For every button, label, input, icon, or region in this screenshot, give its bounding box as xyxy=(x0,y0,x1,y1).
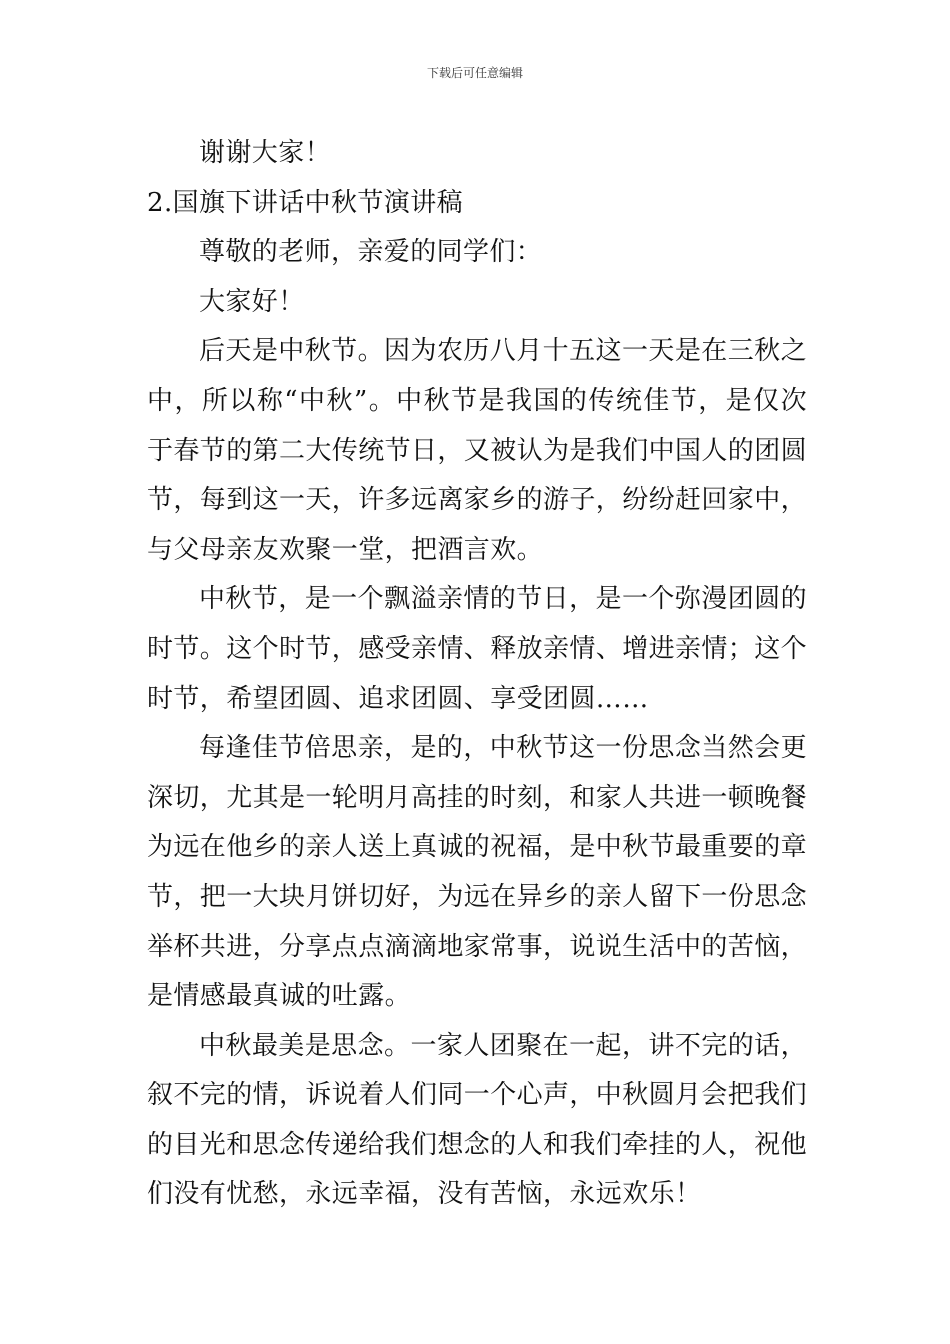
section-title: 2.国旗下讲话中秋节演讲稿 xyxy=(147,187,464,218)
paragraph-family-festival: 中秋节，是一个飘溢亲情的节日，是一个弥漫团圆的时节。这个时节，感受亲情、释放亲情、增进亲情；这个时节，希望团圆、追求团圆、享受团圆…… xyxy=(147,584,808,714)
paragraph-missing-family: 每逢佳节倍思亲，是的，中秋节这一份思念当然会更深切，尤其是一轮明月高挂的时刻，和家人共进一顿晚餐为远在他乡的亲人送上真诚的祝福，是中秋节最重要的章节，把一大块月饼切好，为远在异乡的亲人留下一份思念举杯共进，分享点点滴滴地家常事，说说生活中的苦恼，是情感最真诚的吐露。 xyxy=(147,733,808,1012)
closing-thanks: 谢谢大家！ xyxy=(199,138,332,168)
paragraph-intro: 后天是中秋节。因为农历八月十五这一天是在三秋之中，所以称“中秋”。中秋节是我国的传统佳节，是仅次于春节的第二大传统节日，又被认为是我们中国人的团圆节，每到这一天，许多远离家乡的游子，纷纷赶回家中，与父母亲友欢聚一堂，把酒言欢。 xyxy=(147,336,808,565)
greeting: 大家好！ xyxy=(199,286,305,317)
page-header: 下载后可任意编辑 xyxy=(426,66,523,80)
paragraph-longing: 中秋最美是思念。一家人团聚在一起，讲不完的话，叙不完的情，诉说着人们同一个心声，中秋圆月会把我们的目光和思念传递给我们想念的人和我们牵挂的人，祝他们没有忧愁，永远幸福，没有苦恼，永远欢乐！ xyxy=(147,1030,808,1210)
document-body xyxy=(147,129,807,1220)
salutation: 尊敬的老师，亲爱的同学们： xyxy=(199,237,543,268)
